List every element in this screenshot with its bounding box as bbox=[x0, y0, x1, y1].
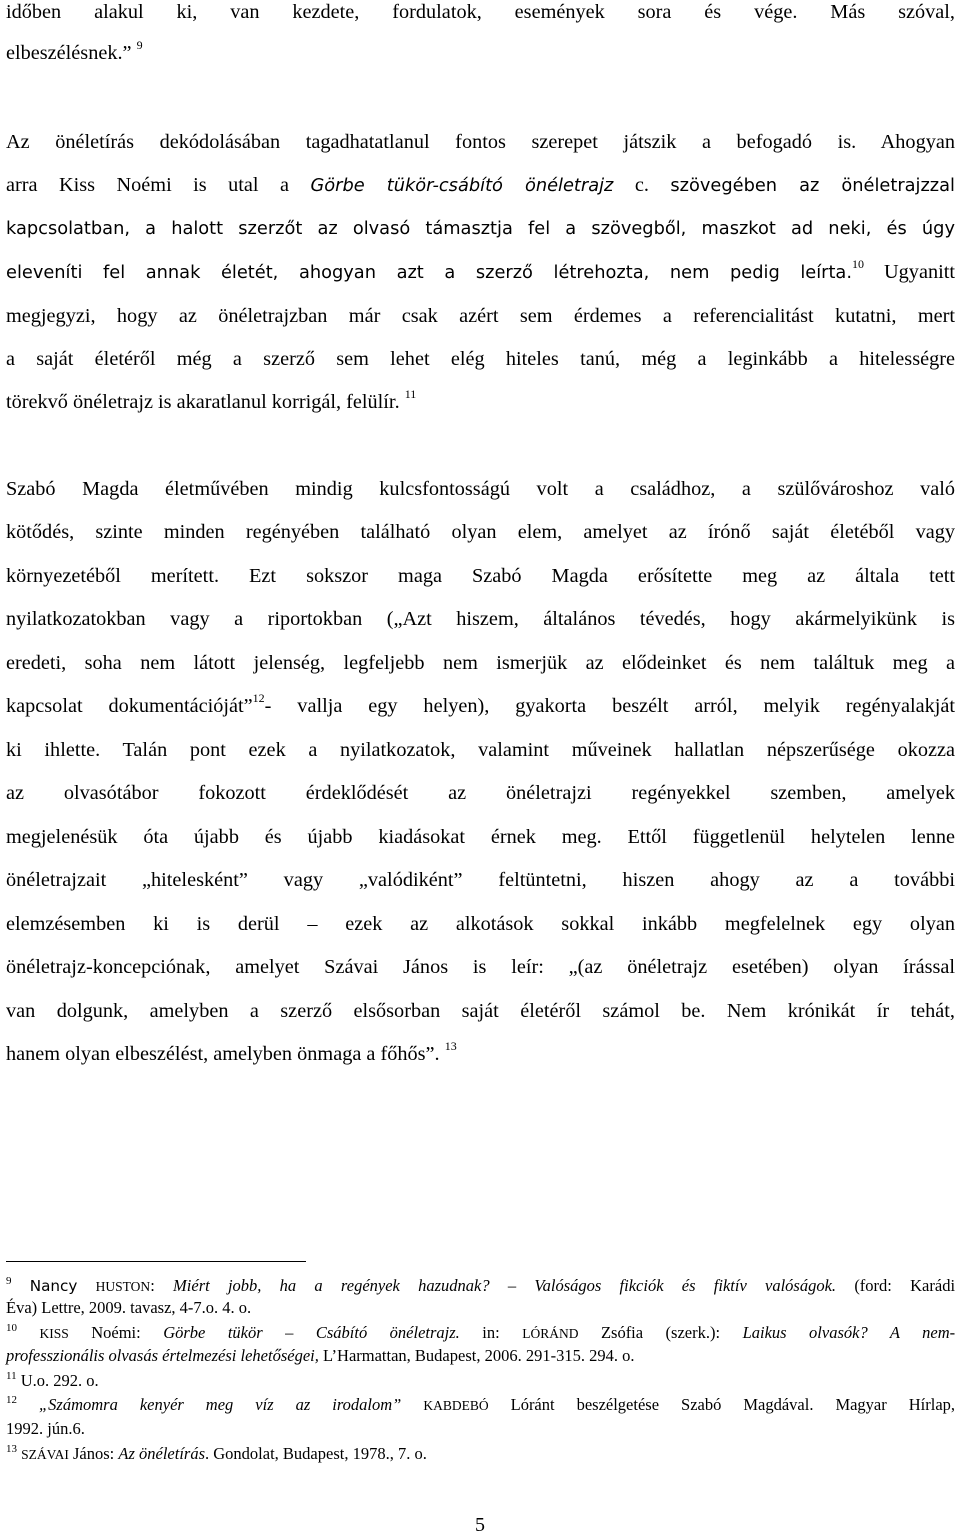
body-text-line: elemzésemben ki is derül – ezek az alkotások sokkal inkább megfelelnek egy olyan bbox=[6, 913, 955, 935]
footnote-12: $^{12}$ „Számomra kenyér meg víz az irodalom” KABDEBÓ Lóránt beszélgetése Szabó Magdával. Magyar Hírlap, bbox=[6, 1393, 956, 1414]
body-text-line: nyilatkozatokban vagy a riportokban („Azt hiszem, általános tévedés, hogy akármelyikünk is bbox=[6, 608, 955, 630]
footnote-ref: 9 bbox=[136, 38, 143, 53]
body-text-line: a saját életéről még a szerző sem lehet elég hiteles tanú, még a leginkább a hitelességre bbox=[6, 348, 955, 370]
body-text-line: időben alakul ki, van kezdete, fordulatok, események sora és vége. Más szóval, bbox=[6, 1, 955, 23]
body-text-line: az olvasótábor fokozott érdeklődését az önéletrajzi regényekkel szemben, amelyek bbox=[6, 782, 955, 804]
footnote-9-cont: Éva) Lettre, 2009. tavasz, 4-7.o. 4. o. bbox=[6, 1298, 252, 1317]
body-text-line: környezetéből merített. Ezt sokszor maga Szabó Magda erősítette meg az általa tett bbox=[6, 565, 955, 587]
body-text-line: kötődés, szinte minden regényében található olyan elem, amelyet az írónő saját életéből vagy bbox=[6, 521, 955, 543]
footnote-10: $^{10}$ KISS Noémi: Görbe tükör – Csábító önéletrajz. in: LÓRÁND Zsófia (szerk.): Laikus olvasók? A nem- bbox=[6, 1321, 956, 1342]
body-text-line: arra Kiss Noémi is utal a Görbe tükör-csábító önéletrajz c. szövegében az önéletrajzzal bbox=[6, 174, 955, 196]
body-text-line: önéletrajzait „hitelesként” vagy „valódiként” feltüntetni, hiszen ahogy az a további bbox=[6, 869, 955, 891]
footnote-9: $^9$ Nancy HUSTON: Miért jobb, ha a regények hazudnak? – Valóságos fikciók és fiktív valóságok. (ford: Karádi bbox=[6, 1274, 956, 1295]
body-text-line: van dolgunk, amelyben a szerző elsősorban saját életéről számol be. Nem krónikát ír tehát, bbox=[6, 1000, 955, 1022]
body-text-line: önéletrajz-koncepciónak, amelyet Szávai János is leír: „(az önéletrajz esetében) olyan írással bbox=[6, 956, 955, 978]
footnote-11: $^{11}$ U.o. 292. o. bbox=[6, 1369, 99, 1390]
page-number: 5 bbox=[475, 1514, 485, 1536]
footnote-ref: 11 bbox=[404, 387, 417, 402]
footnote-separator bbox=[6, 1261, 306, 1262]
body-text-line: megjegyzi, hogy az önéletrajzban már csak azért sem érdemes a referencialitást kutatni, mert bbox=[6, 305, 955, 327]
body-text-line: Az önéletírás dekódolásában tagadhatatlanul fontos szerepet játszik a befogadó is. Ahogyan bbox=[6, 131, 955, 153]
body-text-line: eredeti, soha nem látott jelenség, legfeljebb nem ismerjük az elődeinket és nem találtuk meg a bbox=[6, 652, 955, 674]
body-text-line: elbeszélésnek.” $^9$ bbox=[6, 38, 143, 64]
footnote-ref: 13 bbox=[444, 1039, 457, 1054]
body-text-line: Szabó Magda életművében mindig kulcsfontosságú volt a családhoz, a szülővároshoz való bbox=[6, 478, 955, 500]
body-text-line: eleveníti fel annak életét, ahogyan azt a szerző létrehozta, nem pedig leírta.$^{10}$ Ugyanitt bbox=[6, 257, 955, 283]
footnote-12-cont: 1992. jún.6. bbox=[6, 1419, 85, 1438]
body-text-line: kapcsolatban, a halott szerzőt az olvasó támasztja fel a szövegből, maszkot ad neki, és úgy bbox=[6, 218, 955, 239]
footnote-ref: 10 bbox=[851, 257, 864, 272]
footnote-13: $^{13}$ SZÁVAI János: Az önéletírás. Gondolat, Budapest, 1978., 7. o. bbox=[6, 1442, 427, 1463]
footnote-ref: 12 bbox=[252, 691, 265, 706]
body-text-line: hanem olyan elbeszélést, amelyben önmaga a főhős”. $^{13}$ bbox=[6, 1039, 457, 1065]
body-text-line: kapcsolat dokumentációját”$^{12}$- vallja egy helyen), gyakorta beszélt arról, melyik regényalakját bbox=[6, 691, 955, 717]
body-text-line: megjelenésük óta újabb és újabb kiadásokat érnek meg. Ettől függetlenül helytelen lenne bbox=[6, 826, 955, 848]
footnote-10-cont: professzionális olvasás értelmezési lehetőségei, L’Harmattan, Budapest, 2006. 291-315. 294. o. bbox=[6, 1346, 635, 1365]
body-text-line: ki ihlette. Talán pont ezek a nyilatkozatok, valamint műveinek hallatlan népszerűsége okozza bbox=[6, 739, 955, 761]
body-text-line: törekvő önéletrajz is akaratlanul korrigál, felülír. $^{11}$ bbox=[6, 387, 417, 413]
